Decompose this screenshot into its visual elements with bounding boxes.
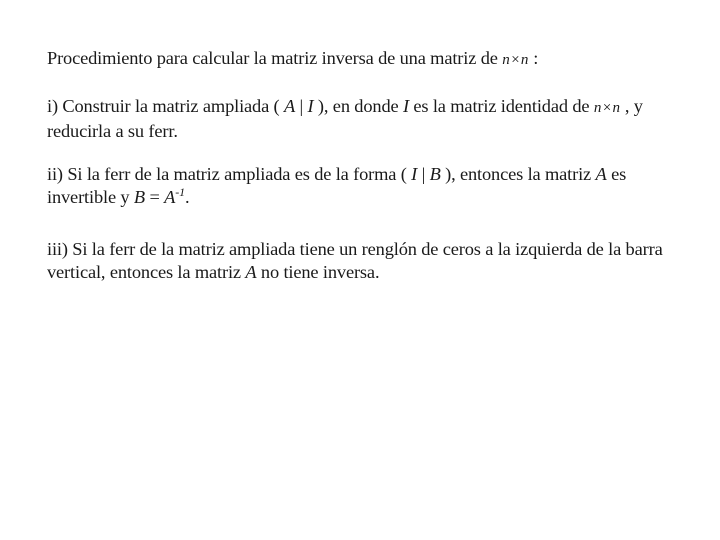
step-i-text-4: , y reducirla a su ferr. <box>47 96 643 141</box>
step-ii-exponent: -1 <box>175 185 185 199</box>
step-ii-bar: | <box>417 164 430 184</box>
step-ii-text-3: es invertible y <box>47 164 627 207</box>
step-i-var-a: A <box>283 96 296 116</box>
procedure-title <box>47 47 695 72</box>
step-i-var-i: I <box>307 96 314 116</box>
step-ii-var-a: A <box>595 164 607 184</box>
title-text: Procedimiento para calcular la matriz inversa de una matriz de <box>47 48 503 68</box>
step-ii-text-1: ii) Si la ferr de la matriz ampliada es de la forma ( <box>47 164 412 184</box>
title-math-n-by-n: n×n <box>502 52 529 68</box>
step-ii-period: . <box>184 187 190 207</box>
step-iii-text-1: iii) Si la ferr de la matriz ampliada tiene un renglón de ceros a la izquierda de la barra vertical, entonces la matriz <box>47 239 663 282</box>
step-i <box>47 95 695 143</box>
step-ii <box>47 163 695 209</box>
title-suffix: : <box>528 48 539 68</box>
step-i-text-2: ), en donde <box>313 96 403 116</box>
step-ii-text-2: ), entonces la matriz <box>440 164 596 184</box>
step-i-text-3: es la matriz identidad de <box>408 96 594 116</box>
step-iii <box>47 238 695 284</box>
step-ii-var-b-2: B <box>133 187 146 207</box>
step-ii-var-b: B <box>429 164 441 184</box>
step-i-math-n-by-n: n×n <box>593 100 621 116</box>
step-iii-text-2: no tiene inversa. <box>256 262 380 282</box>
step-i-bar: | <box>295 96 308 116</box>
step-i-var-i-2: I <box>402 96 409 116</box>
step-i-text-1: i) Construir la matriz ampliada ( <box>47 96 284 116</box>
step-ii-var-a-2: A <box>164 187 176 207</box>
step-ii-equals: = <box>145 187 165 207</box>
step-ii-var-i: I <box>411 164 418 184</box>
step-iii-var-a: A <box>245 262 257 282</box>
